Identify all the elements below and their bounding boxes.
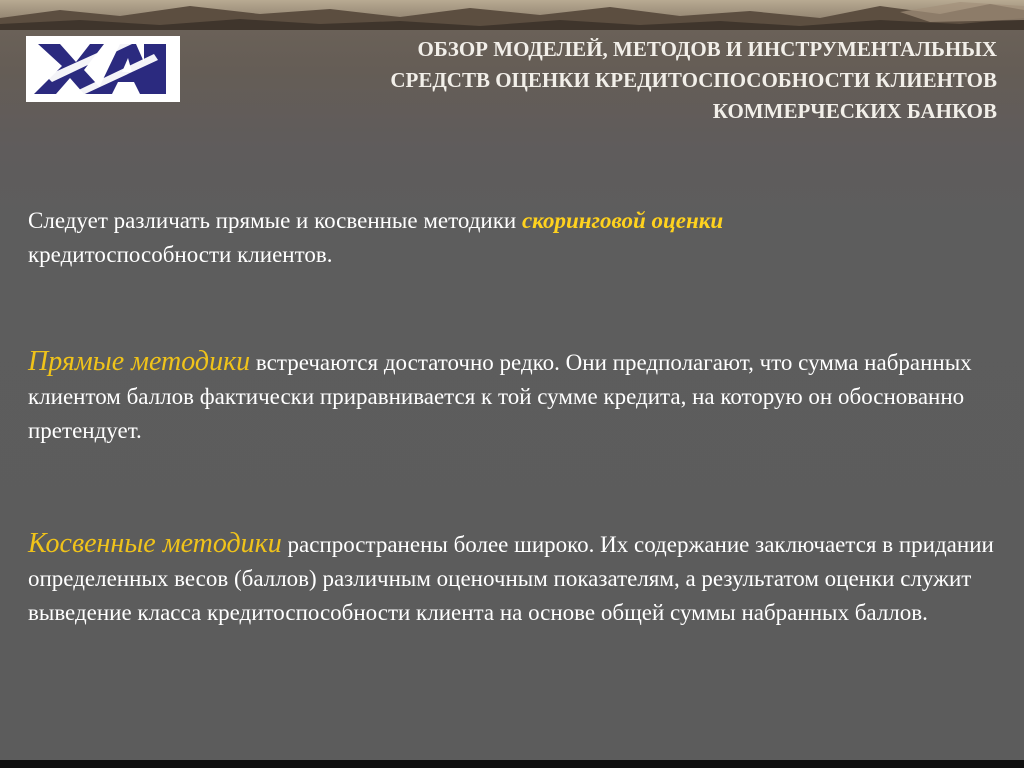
title-line-3: КОММЕРЧЕСКИХ БАНКОВ	[712, 99, 997, 123]
logo-mark	[26, 36, 180, 102]
indirect-methods-text: распространены более широко. Их содержание заключается в придании определенных весов (баллов) различным оценочным показателям, а результатом оценки служит выведение класса кредитоспособности клиента на основе общей суммы набранных баллов.	[28, 532, 994, 625]
direct-methods-text: встречаются достаточно редко. Они предполагают, что сумма набранных клиентом баллов фактически приравнивается к той сумме кредита, на которую он обоснованно претендует.	[28, 350, 972, 443]
intro-text-end: кредитоспособности клиентов.	[28, 242, 333, 267]
scoring-highlight: скоринговой оценки	[521, 208, 724, 233]
intro-text: Следует различать прямые и косвенные методики	[28, 208, 522, 233]
slide-title	[237, 34, 997, 127]
indirect-methods-term: Косвенные методики	[28, 528, 282, 559]
intro-paragraph	[28, 204, 1000, 272]
direct-methods-term: Прямые методики	[28, 346, 251, 377]
university-logo	[26, 36, 180, 102]
title-line-2: СРЕДСТВ ОЦЕНКИ КРЕДИТОСПОСОБНОСТИ КЛИЕНТОВ	[390, 68, 997, 92]
direct-methods-paragraph	[28, 345, 1000, 448]
landscape-banner	[0, 0, 1024, 30]
title-line-1: ОБЗОР МОДЕЛЕЙ, МЕТОДОВ И ИНСТРУМЕНТАЛЬНЫХ	[417, 37, 997, 61]
logo-text	[26, 102, 27, 103]
bottom-bar	[0, 760, 1024, 768]
indirect-methods-paragraph	[28, 527, 1000, 630]
